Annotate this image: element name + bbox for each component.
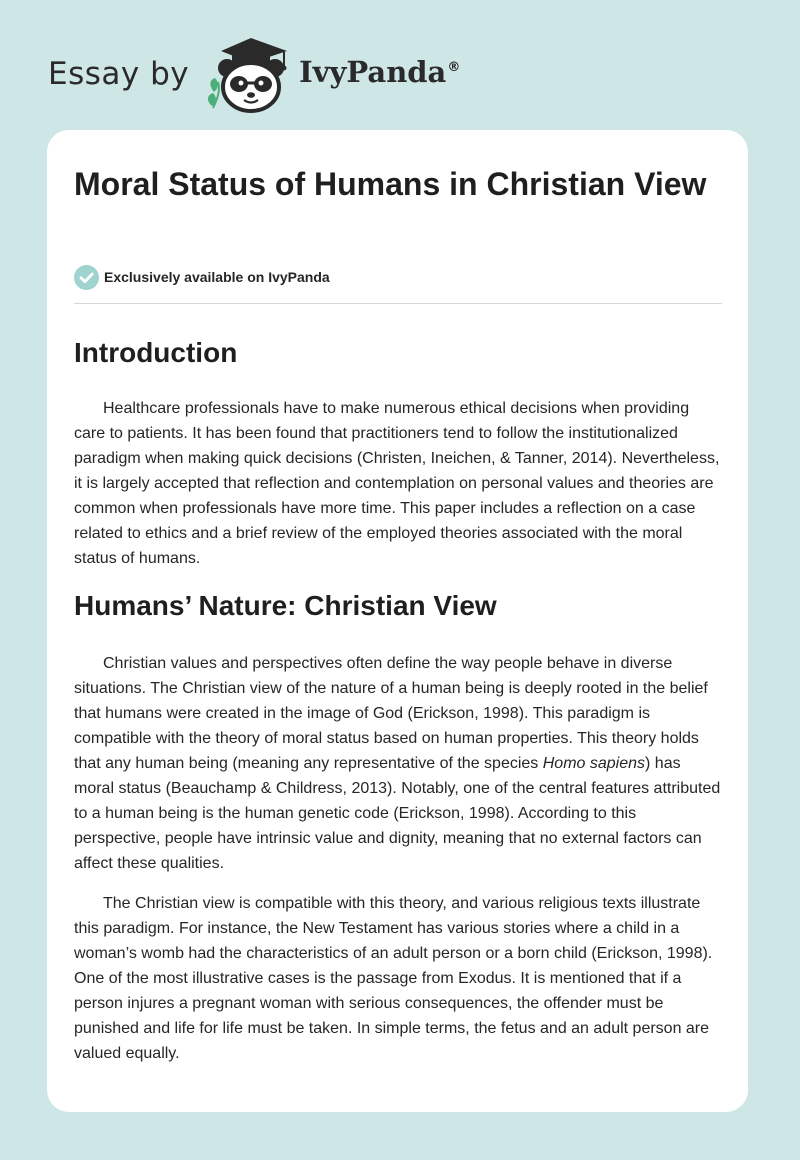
article-body: [74, 320, 722, 1066]
species-emphasis: Homo sapiens: [542, 755, 646, 772]
site-header: [48, 34, 460, 114]
brand-name: [299, 55, 460, 89]
exclusive-label: Exclusively available on IvyPanda: [104, 269, 330, 285]
paragraph-introduction: Healthcare professionals have to make numerous ethical decisions when providing care to patients. It has been found that practitioners tend to follow the institutionalized paradigm when making quick decisions (Christen, Ineichen, & Tanner, 2014). Nevertheless, it is largely accepted that reflection and contemplation on personal values and theories are common when professionals have more time. This paper includes a reflection on a case related to ethics and a brief review of the employed theories associated with the moral status of humans.: [74, 400, 720, 567]
article-card: [47, 130, 748, 1112]
brand-name-text: IvyPanda: [299, 55, 447, 89]
exclusive-badge: [74, 264, 330, 290]
title-divider: [74, 303, 722, 304]
panda-logo-icon[interactable]: [201, 34, 295, 114]
section-heading-christian-view: Humans’ Nature: Christian View: [74, 590, 497, 621]
paragraph-christian-view-1: [74, 651, 722, 876]
article-title: Moral Status of Humans in Christian View: [74, 166, 707, 202]
essay-by-label: Essay by: [48, 56, 190, 92]
checkmark-icon: [74, 265, 99, 290]
paragraph-christian-view-2: The Christian view is compatible with this theory, and various religious texts illustrate this paradigm. For instance, the New Testament has various stories where a child in a woman’s womb had the characteristics of an adult person or a born child (Erickson, 1998). One of the most illustrative cases is the passage from Exodus. It is mentioned that if a person injures a pregnant woman with serious consequences, the offender must be punished and life for life must be taken. In simple terms, the fetus and an adult person are valued equally.: [74, 895, 713, 1062]
paragraph-text-part: ) has moral status (Beauchamp & Childress, 2013). Notably, one of the central features attributed to a human being is the human genetic code (Erickson, 1998). According to this perspective, people have intrinsic value and dignity, meaning that no external factors can affect these qualities.: [74, 755, 721, 872]
section-heading-introduction: Introduction: [74, 337, 238, 368]
registered-mark: ®: [447, 60, 461, 76]
paragraph-text-part: Christian values and perspectives often define the way people behave in diverse situations. The Christian view of the nature of a human being is deeply rooted in the belief that humans were created in the image of God (Erickson, 1998). This paradigm is compatible with the theory of moral status based on human properties. This theory holds that any human being (meaning any representative of the species: [74, 655, 708, 772]
